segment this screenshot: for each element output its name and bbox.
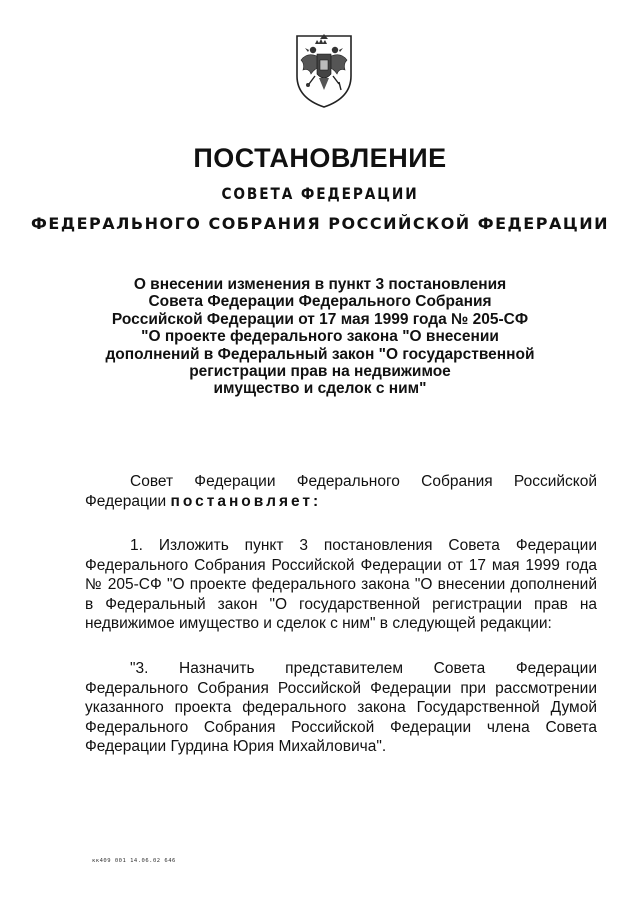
issuer-line-1: СОВЕТА ФЕДЕРАЦИИ <box>221 184 419 203</box>
issuer-line-2: ФЕДЕРАЛЬНОГО СОБРАНИЯ РОССИЙСКОЙ ФЕДЕРАЦИИ <box>31 214 609 233</box>
footer-code: кк409 001 14.06.02 646 <box>92 858 176 864</box>
intro-verb: постановляет: <box>170 492 322 510</box>
item-1-quoted-text: "3. Назначить представителем Совета Федерации Федерального Собрания Российской Федерации при рассмотрении указанного проекта федерального закона Государственной Думой Федерального Собрания Российской Федерации члена Совета Федерации Гурдина Юрия Михайловича". <box>85 660 597 755</box>
subject-line: регистрации прав на недвижимое <box>189 363 451 381</box>
russian-coat-of-arms-icon <box>293 30 355 110</box>
subject-line: имущество и сделок с ним" <box>213 380 427 398</box>
subject-line: Российской Федерации от 17 мая 1999 года № 205-СФ <box>111 310 529 328</box>
subject-line: дополнений в Федеральный закон "О государственной <box>105 345 535 363</box>
document-title: ПОСТАНОВЛЕНИЕ <box>193 143 447 173</box>
subject-line: "О проекте федерального закона "О внесении <box>141 328 499 346</box>
subject-line: О внесении изменения в пункт 3 постановления <box>133 276 507 293</box>
intro-paragraph <box>85 472 597 511</box>
subject-line: Совета Федерации Федерального Собрания <box>148 293 492 311</box>
document-subject <box>80 276 560 398</box>
intro-text: Совет Федерации Федерального Собрания Российской Федерации <box>85 473 597 510</box>
item-1-paragraph: 1. Изложить пункт 3 постановления Совета Федерации Федерального Собрания Российской Федерации от 17 мая 1999 года № 205-СФ "О проекте федерального закона "О внесении дополнений в Федеральный закон "О государственной регистрации прав на недвижимое имущество и сделок с ним" в следующей редакции: <box>85 537 597 632</box>
